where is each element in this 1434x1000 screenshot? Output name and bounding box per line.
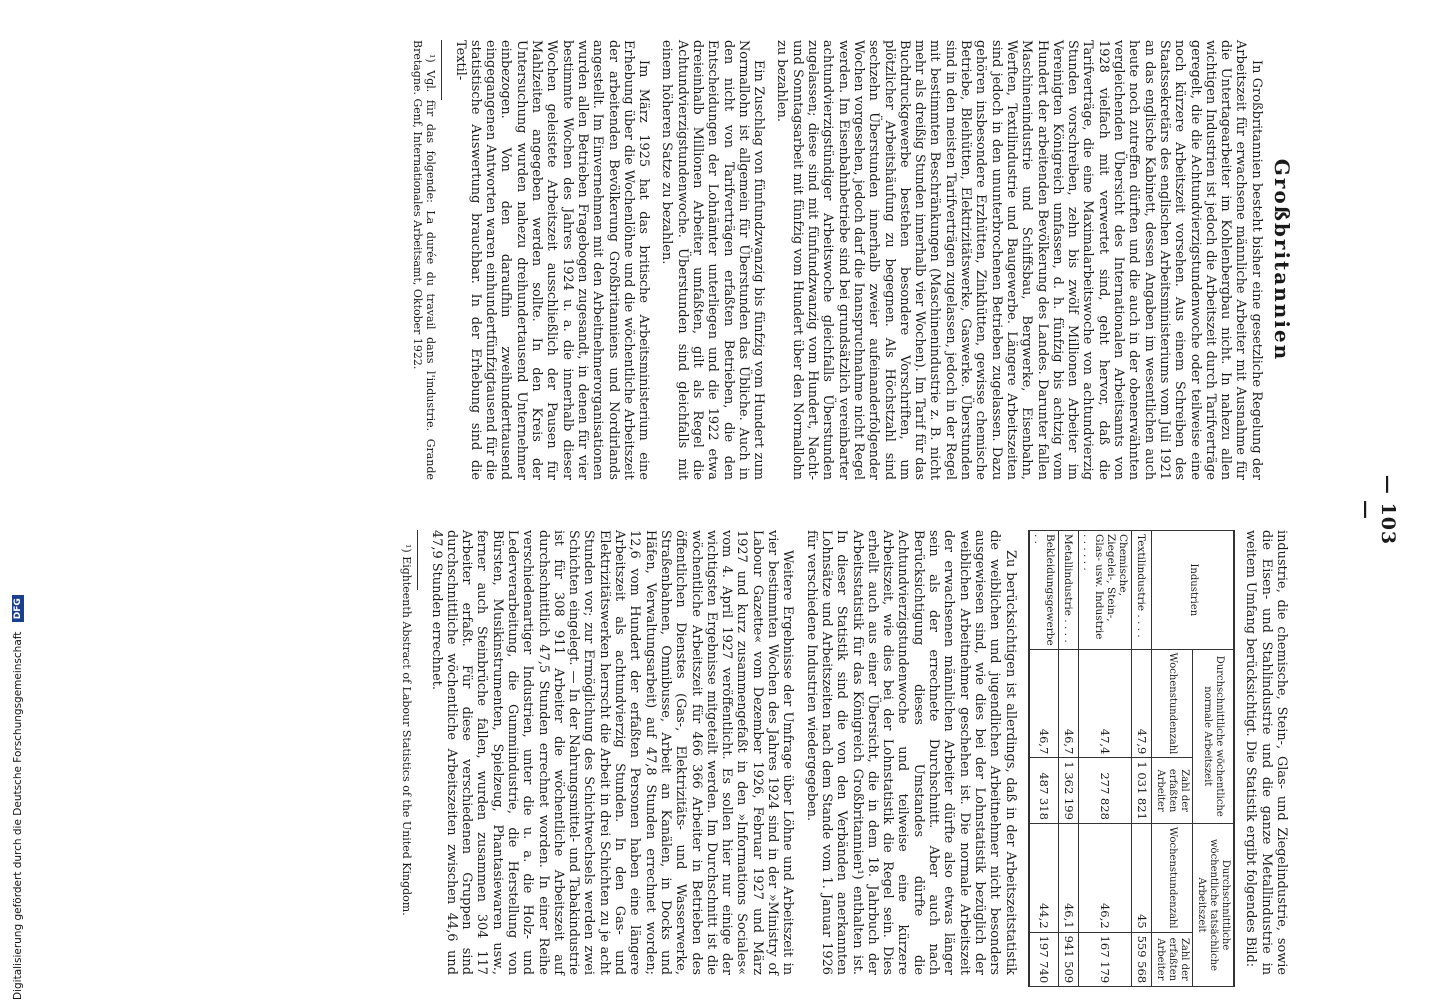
cell-normal-hours: 46,7 (1029, 649, 1059, 758)
cell-normal-workers: 487 318 (1029, 758, 1059, 824)
statistics-table (1028, 530, 1236, 987)
cell-normal-hours: 47,4 (1078, 649, 1131, 758)
right-column (400, 530, 1289, 984)
paragraph: industrie, die chemische, Stein-, Glas- und Ziegelindustrie, sowie die Eisen- und Stahlindustrie und die ganze Metallindustrie in weitem Umfang berücksichtigt. Die Statistik ergibt folgendes Bild: (1243, 530, 1289, 975)
credit-text: Digitalisierung gefördert durch die Deutsche Forschungsgemeinschaft (12, 631, 24, 1000)
page-number: — 103 — (1355, 474, 1399, 546)
cell-industry: Bekleidungsgewerbe . . (1029, 531, 1059, 650)
cell-actual-workers: 167 179 (1078, 932, 1131, 987)
cell-industry: Textilindustrie . . . . (1131, 531, 1151, 650)
table-row (1029, 531, 1059, 987)
table-header-industries: Industrien (1152, 531, 1235, 650)
footnote-divider (417, 530, 418, 590)
table-header-actual: Durchschnittliche wöchentliche tatsächliche Arbeitszeit (1193, 823, 1235, 986)
paragraph: In Großbritannien besteht bisher eine gesetzliche Regelung der Arbeitszeit für erwachsene männliche Arbeiter mit Ausnahme für die Untertagearbeiter im Kohlenbergbau nicht. In nahezu allen wichtigen Industrien ist jedoch die Arbeitszeit durch Tarifverträge geregelt, die die Achtundvierzigstundenwoche oder teilweise eine noch kürzere Arbeitszeit vorsehen. Aus einem Schreiben des Staatssekretärs des englischen Arbeitsministeriums vom Juli 1921 an das englische Kabinett, dessen Angaben im wesentlichen auch heute noch zutreffen dürften und die auch in der obenerwähnten vergleichenden Übersicht des Internationalen Arbeitsamts von 1928 vielfach mit verwertet sind, geht hervor, daß die Tarifverträge, die eine Maximalarbeitswoche von achtundvierzig Stunden vorschreiben, zehn bis zwölf Millionen Arbeiter im Vereinigten Königreich umfassen, d. h. fünfzig bis achtzig vom Hundert der arbeitenden Bevölkerung des Landes. Darunter fallen Maschinenindustrie und Schiffsbau, Bergwerke, Eisenbahn, Werften, Textilindustrie und Baugewerbe. Längere Arbeitszeiten sind jedoch in den ununterbrochenen Betrieben zugelassen. Dazu gehören insbesondere Erzhütten, Zinkhütten, gewisse chemische Betriebe, Bleihütten, Elektrizitätswerke, Gaswerke. Überstunden sind in den meisten Tarifverträgen zugelassen, jedoch in der Regel mit bestimmten Beschränkungen (Maschinenindustrie z. B. nicht mehr als dreißig Stunden innerhalb vier Wochen). Im Tarif für das Buchdruckgewerbe bestehen besondere Vorschriften, um plötzlicher Arbeitshäufung zu begegnen. Als Höchstzahl sind sechzehn Überstunden innerhalb zweier aufeinanderfolgender Wochen vorgesehen, jedoch darf die Inanspruchnahme nicht Regel werden. Im Eisenbahnbetriebe sind bei grundsätzlich vereinbarter achtundvierzigstündiger Arbeitswoche gleichfalls Überstunden zugelassen; diese sind mit fünfundzwanzig vom Hundert, Nacht- und Sonntagsarbeit mit fünfzig vom Hundert über den Normallohn zu bezahlen. (774, 40, 1264, 480)
dfg-logo-icon: DFG (12, 595, 24, 622)
table-header-normal: Durchschnittliche wöchentliche normale Arbeitszeit (1193, 649, 1235, 823)
cell-actual-workers: 559 568 (1131, 932, 1151, 987)
table-subheader-hours: Wochenstundenzahl (1152, 823, 1193, 932)
paragraph: Zu berücksichtigen ist allerdings, daß in der Arbeitszeitstatistik die weiblichen und jugendlichen Arbeitnehmer nicht besonders ausgewiesen sind, wie dies bei der Lohnstatistik bezüglich der weiblichen Arbeitnehmer geschehen ist. Die normale Arbeitszeit der erwachsenen männlichen Arbeiter dürfte also etwas länger sein als der errechnete Durchschnitt. Aber auch nach Berücksichtigung dieses Umstandes dürfte die Achtundvierzigstundenwoche und teilweise eine kürzere Arbeitszeit, wie dies bei der Lohnstatistik die Regel sein. Dies erhellt auch aus einer Übersicht, die in dem 18. Jahrbuch der Arbeitsstatistik für das Königreich Großbritannien¹) enthalten ist. In dieser Statistik sind die von den Verbänden anerkannten Lohnsätze und Arbeitszeiten nach dem Stande vom 1. Januar 1926 für verschiedene Industrien wiedergegeben. (803, 530, 1018, 975)
side-credit-strip (3, 598, 33, 1000)
cell-normal-workers: 1 362 199 (1058, 758, 1078, 824)
cell-normal-hours: 47,9 (1131, 649, 1151, 758)
paragraph: Ein Zuschlag von fünfundzwanzig bis fünfzig vom Hundert zum Normallohn ist allgemein für Überstunden das Übliche. Auch in den nicht von Tarifverträgen erfaßten Betrieben, die den Entscheidungen der Lohnämter unterliegen und die 1922 etwa dreieinhalb Millionen Arbeiter umfaßten, gilt als Regel die Achtundvierzigstundenwoche. Überstunden sind gleichfalls mit einem höheren Satze zu bezahlen. (659, 40, 767, 480)
table-row (1058, 531, 1078, 987)
cell-normal-workers: 277 828 (1078, 758, 1131, 824)
digitization-credit (3, 598, 33, 1000)
footnote: ¹) Vgl. für das folgende: La durée du travail dans l'industrie. Grande Bretagne. Genf, Internationales Arbeitsamt, Oktober 1922. (411, 40, 438, 480)
cell-normal-workers: 1 031 821 (1131, 758, 1151, 824)
cell-actual-hours: 46,2 (1078, 823, 1131, 932)
cell-normal-hours: 46,7 (1058, 649, 1078, 758)
table-subheader-workers: Zahl der erfaßten Arbeiter (1152, 758, 1193, 824)
footnote: ¹) Eighteenth Abstract of Labour Statistics of the United Kingdom. (400, 544, 414, 916)
cell-actual-hours: 45 (1131, 823, 1151, 932)
table-row (1131, 531, 1151, 987)
paragraph: Weitere Ergebnisse der Umfrage über Löhne und Arbeitszeit in vier bestimmten Wochen des Jahres 1924 sind in der »Ministry of Labour Gazette« vom Dezember 1926, Februar 1927 und März 1927 und kurz zusammengefaßt in den »Informations Sociales« vom 4. April 1927 veröffentlicht. Es sollen hier nur einige der wichtigsten Ergebnisse mitgeteilt werden. Im Durchschnitt ist die wöchentliche Arbeitszeit für 466 366 Arbeiter in Betrieben des öffentlichen Dienstes (Gas-, Elektrizitäts- und Wasserwerke, Straßenbahnen, Omnibusse, Arbeit an Kanälen, in Docks und Häfen, Verwaltungsarbeit) auf 47,8 Stunden errechnet worden; 12,6 vom Hundert der erfaßten Personen haben eine längere Arbeitszeit als achtundvierzig Stunden. In den Gas- und Elektrizitätswerken herrscht die Arbeit in drei Schichten zu je acht Stunden vor; zur Ermöglichung des Schichtwechsels werden zwei Schichten eingelegt. — In der Nahrungsmittel- und Tabakindustrie ist für 308 911 Arbeiter die wöchentliche Arbeitszeit auf durchschnittlich 47,5 Stunden errechnet worden. In einer Reihe verschiedenartiger Industrien, unter die u. a. die Holz- und Lederverarbeitung, die Gummiindustrie, die Herstellung von Bürsten, Musikinstrumenten, Spielzeug, Phantasiewaren usw., ferner auch Steinbrüche fallen, wurden zusammen 304 117 Arbeiter erfaßt. Für diese verschiedenen Gruppen sind durchschnittliche wöchentliche Arbeitszeiten zwischen 44,6 und 47,9 Stunden errechnet. (428, 530, 796, 975)
left-column (411, 40, 1294, 480)
cell-actual-workers: 941 509 (1058, 932, 1078, 987)
paragraph: Im März 1925 hat das britische Arbeitsministerium eine Erhebung über die Wochenlöhne und die wöchentliche Arbeitszeit der arbeitenden Bevölkerung Großbritanniens und Nordirlands angestellt. Im Einvernehmen mit den Arbeitnehmerorganisationen wurden allen Betrieben Fragebogen zugesandt, in denen für vier bestimmte Wochen des Jahres 1924 u. a. die innerhalb dieser Wochen geleistete Arbeitszeit ausschließlich der Pausen für Mahlzeiten angegeben werden sollte. In den Kreis der Untersuchung wurden nahezu dreihundertausend Unternehmer einbezogen. Von den daraufhin zweihunderttausend eingegangenen Antworten waren einhundertfünfzigtausend für die statistische Auswertung brauchbar. In der Erhebung sind die Textil- (452, 40, 652, 480)
cell-actual-workers: 197 740 (1029, 932, 1059, 987)
cell-industry: Chemische, Ziegelei-, Stein-, Glas- usw. Industrie . . . . . . (1078, 531, 1131, 650)
table-subheader-hours: Wochenstundenzahl (1152, 649, 1193, 758)
footnote-divider (441, 40, 442, 100)
cell-actual-hours: 46,1 (1058, 823, 1078, 932)
cell-actual-hours: 44,2 (1029, 823, 1059, 932)
section-heading: Großbritannien (1270, 158, 1294, 362)
cell-industry: Metallindustrie . . . . (1058, 531, 1078, 650)
table-row (1078, 531, 1131, 987)
table-subheader-workers: Zahl der erfaßten Arbeiter (1152, 932, 1193, 987)
